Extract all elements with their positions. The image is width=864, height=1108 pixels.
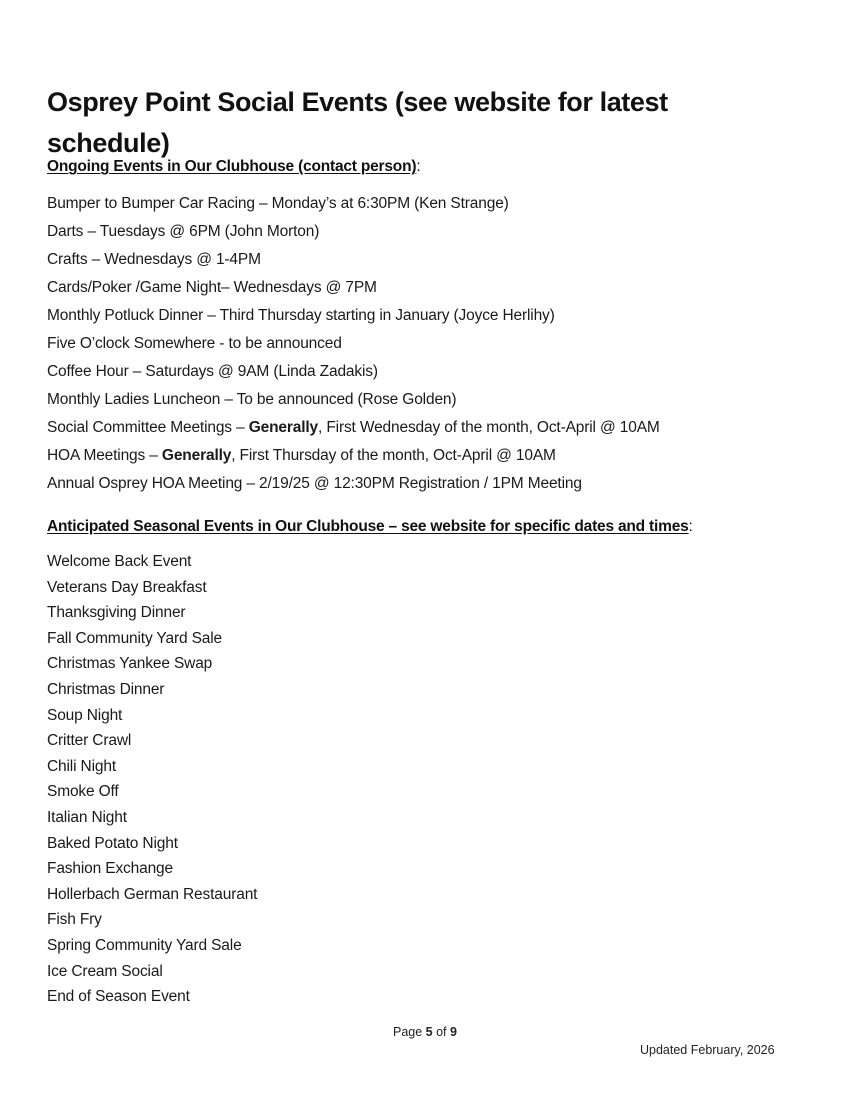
seasonal-event-item: Fish Fry — [47, 911, 102, 929]
ongoing-events-heading-text: Ongoing Events in Our Clubhouse (contact person) — [47, 158, 417, 175]
heading-colon: : — [416, 158, 421, 175]
current-page: 5 — [425, 1025, 433, 1039]
ongoing-event-item: HOA Meetings – Generally, First Thursday of the month, Oct-April @ 10AM — [47, 447, 556, 464]
seasonal-event-item: Spring Community Yard Sale — [47, 936, 242, 954]
ongoing-event-item: Monthly Ladies Luncheon – To be announced (Rose Golden) — [47, 391, 457, 408]
seasonal-event-item: Italian Night — [47, 808, 127, 826]
seasonal-events-heading-text: Anticipated Seasonal Events in Our Clubhouse – see website for specific dates and times — [47, 518, 689, 535]
emphasis-generally: Generally — [248, 419, 319, 436]
ongoing-events-list — [47, 193, 660, 501]
total-pages: 9 — [450, 1025, 457, 1039]
ongoing-event-item: Five O’clock Somewhere - to be announced — [47, 335, 342, 352]
emphasis-generally: Generally — [161, 447, 232, 464]
ongoing-event-item: Darts – Tuesdays @ 6PM (John Morton) — [47, 223, 320, 240]
page-number: Page 5 of 9 — [393, 1025, 457, 1039]
seasonal-event-item: Chili Night — [47, 757, 116, 775]
seasonal-event-item: Welcome Back Event — [47, 553, 192, 570]
ongoing-event-item: Cards/Poker /Game Night– Wednesdays @ 7PM — [47, 279, 377, 296]
ongoing-events-heading — [47, 158, 420, 176]
seasonal-event-item: Christmas Dinner — [47, 680, 165, 698]
seasonal-event-item: Christmas Yankee Swap — [47, 655, 213, 673]
seasonal-event-item: End of Season Event — [47, 988, 190, 1006]
seasonal-event-item: Thanksgiving Dinner — [47, 604, 186, 622]
ongoing-event-item: Social Committee Meetings – Generally, First Wednesday of the month, Oct-April @ 10AM — [47, 419, 660, 436]
ongoing-event-item: Crafts – Wednesdays @ 1-4PM — [47, 251, 261, 268]
seasonal-event-item: Baked Potato Night — [47, 834, 178, 852]
page-title: Osprey Point Social Events (see website for latest schedule) — [47, 87, 668, 159]
updated-date: Updated February, 2026 — [640, 1043, 775, 1057]
seasonal-event-item: Veterans Day Breakfast — [47, 578, 207, 596]
ongoing-event-item: Monthly Potluck Dinner – Third Thursday starting in January (Joyce Herlihy) — [47, 307, 555, 324]
seasonal-event-item: Fall Community Yard Sale — [47, 629, 223, 647]
seasonal-event-item: Critter Crawl — [47, 732, 132, 750]
ongoing-event-item: Annual Osprey HOA Meeting – 2/19/25 @ 12:30PM Registration / 1PM Meeting — [47, 475, 582, 492]
seasonal-event-item: Soup Night — [47, 706, 123, 724]
seasonal-event-item: Smoke Off — [47, 783, 119, 801]
ongoing-event-item: Bumper to Bumper Car Racing – Monday’s at 6:30PM (Ken Strange) — [47, 195, 509, 212]
seasonal-event-item: Ice Cream Social — [47, 962, 163, 980]
heading-colon: : — [688, 518, 693, 535]
ongoing-event-item: Coffee Hour – Saturdays @ 9AM (Linda Zadakis) — [47, 363, 378, 380]
seasonal-events-list — [47, 551, 257, 1012]
seasonal-event-item: Hollerbach German Restaurant — [47, 885, 258, 903]
seasonal-events-heading — [47, 518, 693, 536]
seasonal-event-item: Fashion Exchange — [47, 860, 173, 878]
